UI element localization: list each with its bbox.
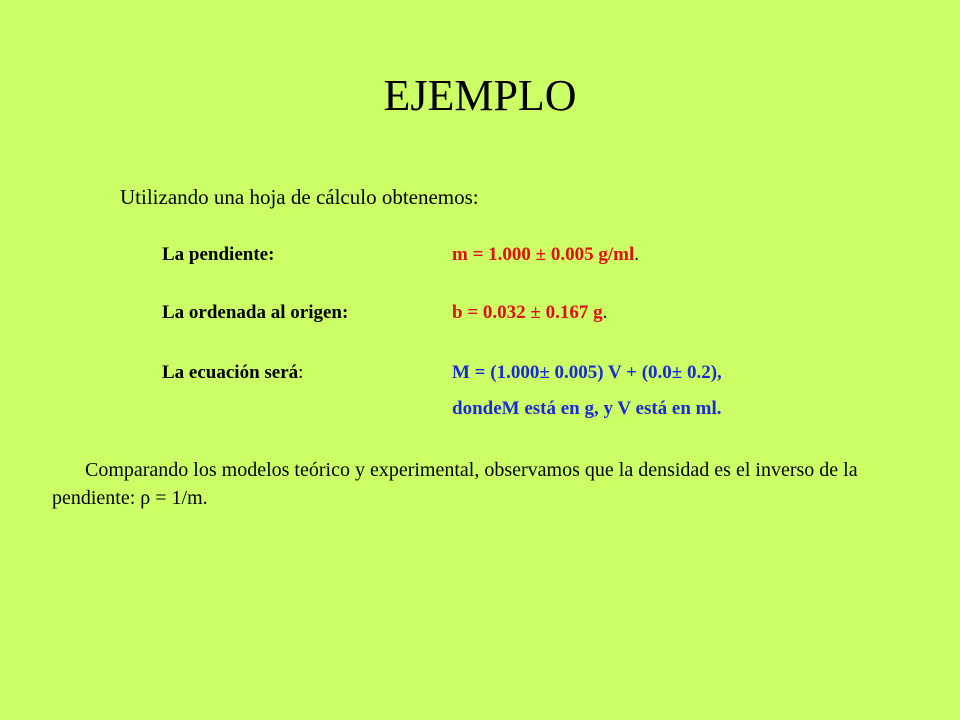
equation-label-text: La ecuación será — [162, 362, 299, 383]
slope-value — [452, 242, 639, 268]
slide-title: EJEMPLO — [383, 71, 577, 120]
equation-label — [162, 360, 303, 386]
intercept-value — [452, 300, 607, 326]
intercept-value-text: b = 0.032 ± 0.167 g — [452, 302, 603, 323]
equation-units: dondeM está en g, y V está en ml. — [452, 398, 722, 419]
equation-label-suffix: : — [298, 362, 304, 383]
slope-value-suffix: . — [634, 244, 639, 265]
intercept-label: La ordenada al origen: — [162, 302, 349, 323]
slope-value-text: m = 1.000 ± 0.005 g/ml — [452, 244, 635, 265]
intercept-value-suffix: . — [602, 302, 608, 323]
equation-value: M = (1.000± 0.005) V + (0.0± 0.2), — [452, 362, 722, 383]
conclusion-text: Comparando los modelos teórico y experimental, observamos que la densidad es el inverso de la pendiente: ρ = 1/m. — [52, 459, 858, 509]
slope-label: La pendiente: — [162, 244, 275, 265]
intro-text: Utilizando una hoja de cálculo obtenemos: — [120, 185, 479, 209]
